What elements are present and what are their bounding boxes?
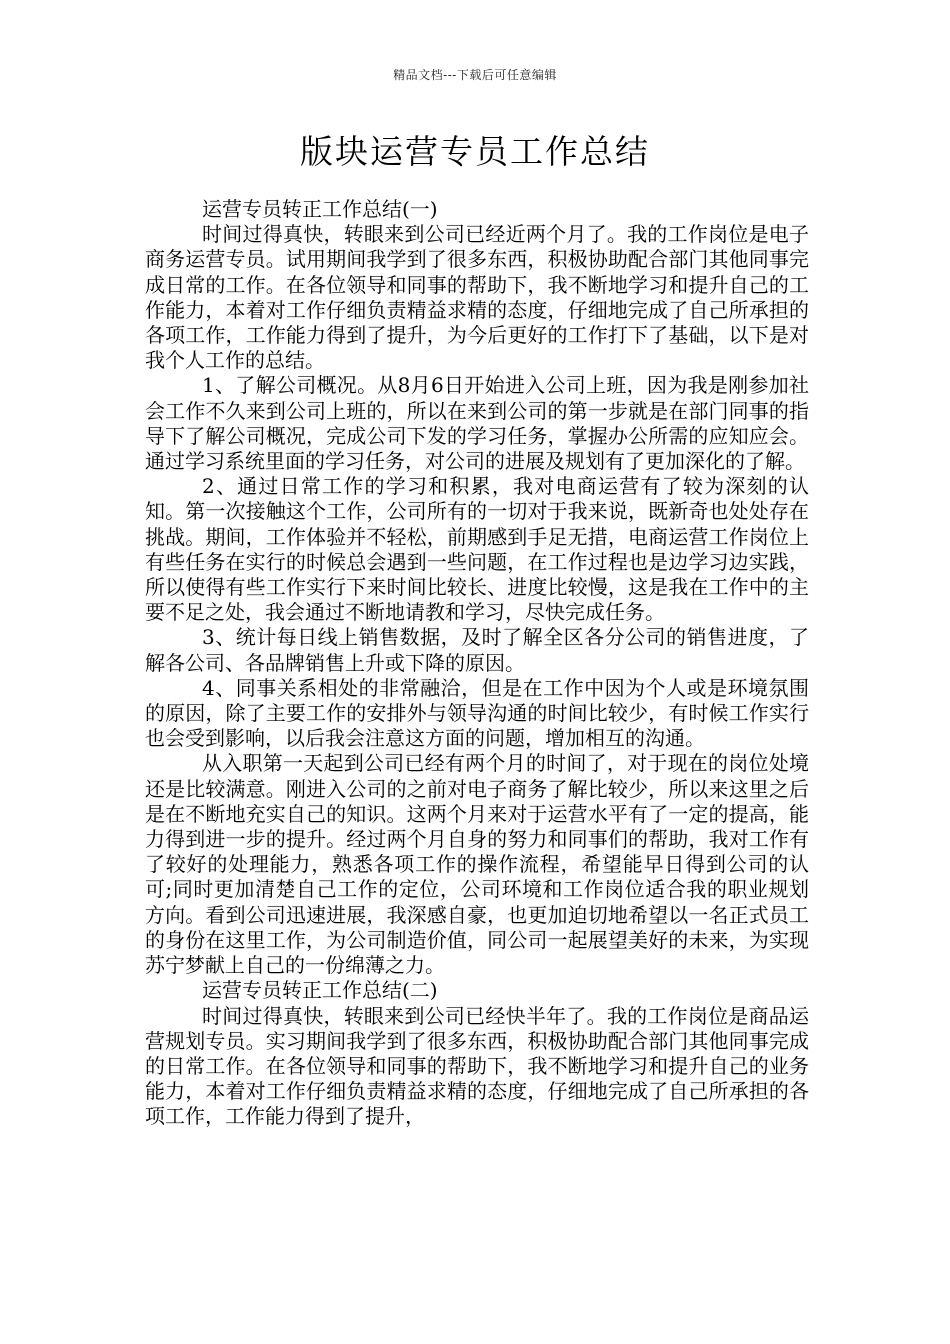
paragraph-intro-1: 时间过得真快，转眼来到公司已经近两个月了。我的工作岗位是电子商务运营专员。试用期间我学到了很多东西，积极协助配合部门其他同事完成日常的工作。在各位领导和同事的帮助下，我不断地学习和提升自己的工作能力，本着对工作仔细负责精益求精的态度，仔细地完成了自己所承担的各项工作，工作能力得到了提升，为今后更好的工作打下了基础，以下是对我个人工作的总结。 xyxy=(145,222,809,373)
document-title: 版块运营专员工作总结 xyxy=(300,132,650,171)
paragraph-item-4: 4、同事关系相处的非常融洽，但是在工作中因为个人或是环境氛围的原因，除了主要工作的安排外与领导沟通的时间比较少，有时候工作实行也会受到影响，以后我会注意这方面的问题，增加相互的沟通。 xyxy=(145,675,809,751)
document-body xyxy=(145,197,809,1130)
section-heading-1: 运营专员转正工作总结(一) xyxy=(202,197,438,221)
header-note: 精品文档---下载后可任意编辑 xyxy=(393,68,557,82)
paragraph-item-2: 2、通过日常工作的学习和积累，我对电商运营有了较为深刻的认知。第一次接触这个工作，公司所有的一切对于我来说，既新奇也处处存在挑战。期间，工作体验并不轻松，前期感到手足无措，电商运营工作岗位上有些任务在实行的时候总会遇到一些问题，在工作过程也是边学习边实践，所以使得有些工作实行下来时间比较长、进度比较慢，这是我在工作中的主要不足之处，我会通过不断地请教和学习，尽快完成任务。 xyxy=(145,474,809,625)
section-heading-2: 运营专员转正工作总结(二) xyxy=(202,978,438,1003)
paragraph-item-3: 3、统计每日线上销售数据，及时了解全区各分公司的销售进度，了解各公司、各品牌销售上升或下降的原因。 xyxy=(145,625,809,675)
paragraph-item-1: 1、了解公司概况。从8月6日开始进入公司上班，因为我是刚参加社会工作不久来到公司上班的，所以在来到公司的第一步就是在部门同事的指导下了解公司概况，完成公司下发的学习任务，掌握办公所需的应知应会。通过学习系统里面的学习任务，对公司的进展及规划有了更加深化的了解。 xyxy=(145,373,809,474)
paragraph-intro-2: 时间过得真快，转眼来到公司已经快半年了。我的工作岗位是商品运营规划专员。实习期间我学到了很多东西，积极协助配合部门其他同事完成的日常工作。在各位领导和同事的帮助下，我不断地学习和提升自己的业务能力，本着对工作仔细负责精益求精的态度，仔细地完成了自己所承担的各项工作，工作能力得到了提升， xyxy=(145,1003,809,1129)
paragraph-conclusion-1: 从入职第一天起到公司已经有两个月的时间了，对于现在的岗位处境还是比较满意。刚进入公司的之前对电子商务了解比较少，所以来这里之后是在不断地充实自己的知识。这两个月来对于运营水平有了一定的提高，能力得到进一步的提升。经过两个月自身的努力和同事们的帮助，我对工作有了较好的处理能力，熟悉各项工作的操作流程，希望能早日得到公司的认可;同时更加清楚自己工作的定位，公司环境和工作岗位适合我的职业规划方向。看到公司迅速进展，我深感自豪，也更加迫切地希望以一名正式员工的身份在这里工作，为公司制造价值，同公司一起展望美好的未来，为实现苏宁梦献上自己的一份绵薄之力。 xyxy=(145,751,809,978)
